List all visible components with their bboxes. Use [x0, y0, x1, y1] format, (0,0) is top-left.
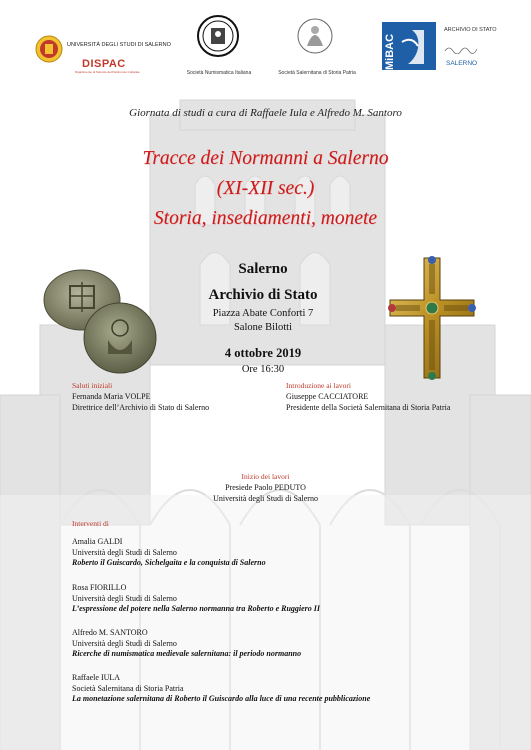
processional-cross-image [382, 250, 482, 385]
speaker-affiliation: Università degli Studi di Salerno [72, 638, 177, 648]
venue-name: Archivio di Stato [208, 287, 318, 303]
venue-room: Salone Bilotti [233, 322, 293, 333]
talk-title: L’espressione del potere nella Salerno normanna tra Roberto e Ruggiero II [72, 604, 321, 613]
talk-title: Ricerche di numismatica medievale salernitana: il periodo normanno [72, 649, 302, 658]
intervento-item [72, 673, 492, 705]
speaker-name: Amalia GALDI [72, 537, 123, 546]
dispac-subtitle: Dipartimento di Scienze del Patrimonio Culturale [75, 70, 140, 74]
introduzione-heading: Introduzione ai lavori [286, 381, 351, 390]
curatori-line: Giornata di studi a cura di Raffaele Iula e Alfredo M. Santoro [129, 107, 402, 119]
unisa-seal-icon [35, 35, 63, 63]
logo-strip [0, 0, 531, 95]
saluti-role: Direttrice dell’Archivio di Stato di Salerno [72, 403, 210, 412]
sni-coin-icon [196, 14, 240, 58]
sssp-label: Società Salernitana di Storia Patria [278, 70, 356, 76]
title-line-3: Storia, insediamenti, monete [153, 208, 378, 229]
mibac-text: MiBAC [384, 33, 396, 70]
intervento-item [72, 537, 492, 569]
mibac-text-wrap [382, 33, 402, 70]
intervento-item [72, 583, 492, 615]
sssp-seal-icon [295, 16, 335, 60]
talk-title: La monetazione salernitana di Roberto il Guiscardo alla luce di una recente pubblicazione [72, 694, 371, 703]
saluti-name: Fernanda Maria VOLPE [72, 392, 151, 401]
norman-coins-image [40, 268, 160, 378]
speaker-name: Raffaele IULA [72, 673, 121, 682]
dispac-logo: DISPAC [82, 58, 126, 70]
inizio-role: Università degli Studi di Salerno [213, 494, 318, 503]
speaker-affiliation: Università degli Studi di Salerno [72, 547, 177, 557]
inizio-name: Presiede Paolo PEDUTO [225, 483, 306, 492]
introduzione-name: Giuseppe CACCIATORE [286, 392, 369, 401]
introduzione-role: Presidente della Società Salernitana di Storia Patria [286, 403, 451, 412]
venue-address: Piazza Abate Conforti 7 [212, 308, 314, 319]
event-time: Ore 16:30 [241, 364, 285, 375]
inizio-heading: Inizio dei lavori [241, 472, 290, 481]
archivio-logo-city: SALERNO [446, 60, 478, 67]
unisa-name: UNIVERSITÀ DEGLI STUDI DI SALERNO [67, 42, 171, 48]
archivio-signature-icon [444, 44, 478, 54]
title-line-1: Tracce dei Normanni a Salerno [142, 148, 389, 169]
speaker-name: Alfredo M. SANTORO [72, 628, 148, 637]
event-date: 4 ottobre 2019 [224, 346, 302, 360]
intervento-item [72, 628, 492, 660]
venue-city: Salerno [238, 261, 288, 277]
speaker-affiliation: Università degli Studi di Salerno [72, 593, 177, 603]
saluti-heading: Saluti iniziali [72, 381, 113, 390]
archivio-logo-label: ARCHIVIO DI STATO [444, 27, 497, 33]
title-line-2: (XI-XII sec.) [216, 178, 315, 199]
speaker-affiliation: Società Salernitana di Storia Patria [72, 683, 184, 693]
interventi-heading: Interventi di [72, 519, 109, 528]
sni-label: Società Numismatica Italiana [186, 70, 252, 76]
speaker-name: Rosa FIORILLO [72, 583, 127, 592]
talk-title: Roberto il Guiscardo, Sichelgaita e la conquista di Salerno [72, 558, 266, 567]
